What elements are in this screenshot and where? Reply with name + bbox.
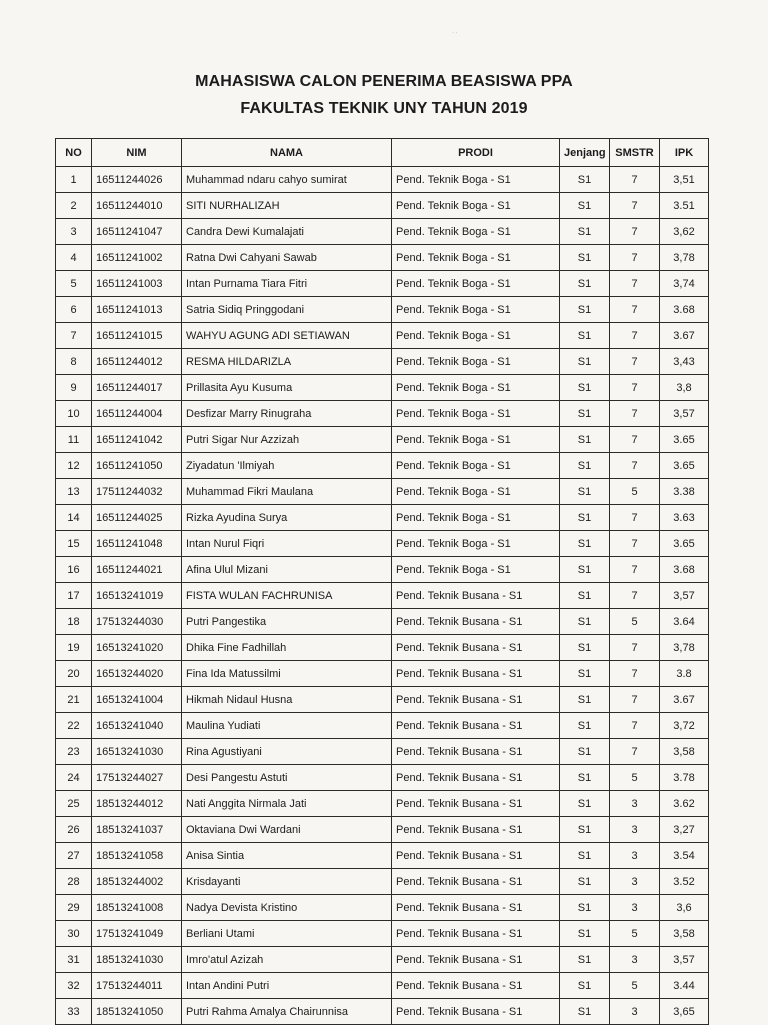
cell-ipk: 3,74 — [660, 271, 709, 297]
cell-ipk: 3,65 — [660, 999, 709, 1025]
cell-no: 17 — [56, 583, 92, 609]
header-no: NO — [56, 139, 92, 167]
table-row — [56, 323, 709, 349]
cell-ipk: 3,43 — [660, 349, 709, 375]
cell-no: 12 — [56, 453, 92, 479]
cell-no: 15 — [56, 531, 92, 557]
cell-jenjang: S1 — [560, 531, 610, 557]
cell-prodi: Pend. Teknik Busana - S1 — [392, 739, 560, 765]
cell-no: 27 — [56, 843, 92, 869]
cell-nim: 16511244012 — [92, 349, 182, 375]
cell-nama: RESMA HILDARIZLA — [182, 349, 392, 375]
header-ipk: IPK — [660, 139, 709, 167]
table-row — [56, 947, 709, 973]
cell-smstr: 7 — [610, 635, 660, 661]
cell-no: 19 — [56, 635, 92, 661]
cell-jenjang: S1 — [560, 869, 610, 895]
cell-nama: Muhammad Fikri Maulana — [182, 479, 392, 505]
table-row — [56, 505, 709, 531]
cell-ipk: 3,78 — [660, 245, 709, 271]
cell-prodi: Pend. Teknik Boga - S1 — [392, 375, 560, 401]
table-row — [56, 375, 709, 401]
cell-nim: 16511241048 — [92, 531, 182, 557]
cell-nim: 16513241004 — [92, 687, 182, 713]
cell-jenjang: S1 — [560, 583, 610, 609]
cell-no: 1 — [56, 167, 92, 193]
table-row — [56, 739, 709, 765]
cell-nama: Satria Sidiq Pringgodani — [182, 297, 392, 323]
cell-smstr: 3 — [610, 999, 660, 1025]
cell-nama: Putri Sigar Nur Azzizah — [182, 427, 392, 453]
cell-jenjang: S1 — [560, 479, 610, 505]
table-row — [56, 453, 709, 479]
cell-jenjang: S1 — [560, 427, 610, 453]
cell-smstr: 7 — [610, 271, 660, 297]
cell-no: 30 — [56, 921, 92, 947]
cell-prodi: Pend. Teknik Boga - S1 — [392, 479, 560, 505]
cell-ipk: 3.65 — [660, 531, 709, 557]
table-row — [56, 713, 709, 739]
cell-ipk: 3.67 — [660, 687, 709, 713]
cell-smstr: 5 — [610, 973, 660, 999]
cell-prodi: Pend. Teknik Busana - S1 — [392, 791, 560, 817]
cell-prodi: Pend. Teknik Busana - S1 — [392, 895, 560, 921]
cell-no: 2 — [56, 193, 92, 219]
cell-nim: 17513244030 — [92, 609, 182, 635]
cell-prodi: Pend. Teknik Busana - S1 — [392, 817, 560, 843]
cell-smstr: 7 — [610, 687, 660, 713]
cell-nim: 16513241020 — [92, 635, 182, 661]
cell-nim: 16511244025 — [92, 505, 182, 531]
cell-smstr: 5 — [610, 609, 660, 635]
cell-no: 18 — [56, 609, 92, 635]
cell-smstr: 7 — [610, 505, 660, 531]
cell-nim: 18513241037 — [92, 817, 182, 843]
cell-smstr: 7 — [610, 427, 660, 453]
cell-jenjang: S1 — [560, 271, 610, 297]
cell-ipk: 3,62 — [660, 219, 709, 245]
cell-no: 9 — [56, 375, 92, 401]
table-row — [56, 193, 709, 219]
cell-nama: Nati Anggita Nirmala Jati — [182, 791, 392, 817]
cell-prodi: Pend. Teknik Boga - S1 — [392, 167, 560, 193]
cell-jenjang: S1 — [560, 921, 610, 947]
cell-no: 22 — [56, 713, 92, 739]
cell-nama: Ratna Dwi Cahyani Sawab — [182, 245, 392, 271]
cell-jenjang: S1 — [560, 193, 610, 219]
cell-ipk: 3,57 — [660, 947, 709, 973]
table-row — [56, 635, 709, 661]
header-prodi: PRODI — [392, 139, 560, 167]
cell-no: 21 — [56, 687, 92, 713]
cell-nama: Afina Ulul Mizani — [182, 557, 392, 583]
cell-prodi: Pend. Teknik Boga - S1 — [392, 531, 560, 557]
cell-nama: Desfizar Marry Rinugraha — [182, 401, 392, 427]
cell-nim: 16511241013 — [92, 297, 182, 323]
cell-no: 16 — [56, 557, 92, 583]
cell-prodi: Pend. Teknik Busana - S1 — [392, 947, 560, 973]
cell-nim: 16511241003 — [92, 271, 182, 297]
cell-jenjang: S1 — [560, 973, 610, 999]
cell-nama: Intan Nurul Fiqri — [182, 531, 392, 557]
cell-prodi: Pend. Teknik Busana - S1 — [392, 635, 560, 661]
cell-smstr: 7 — [610, 583, 660, 609]
cell-no: 3 — [56, 219, 92, 245]
cell-nim: 16511244017 — [92, 375, 182, 401]
cell-prodi: Pend. Teknik Boga - S1 — [392, 401, 560, 427]
cell-ipk: 3.62 — [660, 791, 709, 817]
cell-jenjang: S1 — [560, 557, 610, 583]
cell-no: 23 — [56, 739, 92, 765]
table-row — [56, 765, 709, 791]
table-row — [56, 791, 709, 817]
cell-ipk: 3.65 — [660, 427, 709, 453]
table-row — [56, 921, 709, 947]
cell-jenjang: S1 — [560, 661, 610, 687]
cell-smstr: 3 — [610, 791, 660, 817]
cell-nim: 17511244032 — [92, 479, 182, 505]
cell-prodi: Pend. Teknik Boga - S1 — [392, 297, 560, 323]
scan-mark: · · — [452, 30, 458, 36]
table-row — [56, 583, 709, 609]
cell-ipk: 3.65 — [660, 453, 709, 479]
cell-jenjang: S1 — [560, 453, 610, 479]
table-row — [56, 973, 709, 999]
table-row — [56, 401, 709, 427]
cell-smstr: 7 — [610, 661, 660, 687]
cell-no: 14 — [56, 505, 92, 531]
cell-ipk: 3,72 — [660, 713, 709, 739]
cell-nama: Intan Purnama Tiara Fitri — [182, 271, 392, 297]
cell-nim: 16511244004 — [92, 401, 182, 427]
cell-nim: 16511241050 — [92, 453, 182, 479]
cell-smstr: 3 — [610, 869, 660, 895]
cell-ipk: 3,58 — [660, 739, 709, 765]
cell-smstr: 7 — [610, 219, 660, 245]
cell-jenjang: S1 — [560, 713, 610, 739]
header-smstr: SMSTR — [610, 139, 660, 167]
cell-nim: 18513241030 — [92, 947, 182, 973]
cell-prodi: Pend. Teknik Boga - S1 — [392, 219, 560, 245]
cell-no: 29 — [56, 895, 92, 921]
cell-jenjang: S1 — [560, 167, 610, 193]
cell-nama: Ziyadatun 'Ilmiyah — [182, 453, 392, 479]
cell-smstr: 7 — [610, 453, 660, 479]
cell-nim: 16511241047 — [92, 219, 182, 245]
cell-no: 4 — [56, 245, 92, 271]
cell-nama: Candra Dewi Kumalajati — [182, 219, 392, 245]
cell-nama: Prillasita Ayu Kusuma — [182, 375, 392, 401]
cell-ipk: 3.52 — [660, 869, 709, 895]
cell-nama: Muhammad ndaru cahyo sumirat — [182, 167, 392, 193]
cell-prodi: Pend. Teknik Boga - S1 — [392, 271, 560, 297]
cell-ipk: 3.54 — [660, 843, 709, 869]
header-nama: NAMA — [182, 139, 392, 167]
table-row — [56, 271, 709, 297]
cell-no: 7 — [56, 323, 92, 349]
cell-nim: 16511244010 — [92, 193, 182, 219]
table-row — [56, 869, 709, 895]
scholarship-candidates-table — [55, 138, 709, 1025]
header-row — [56, 139, 709, 167]
cell-jenjang: S1 — [560, 843, 610, 869]
cell-jenjang: S1 — [560, 791, 610, 817]
cell-no: 25 — [56, 791, 92, 817]
table-row — [56, 609, 709, 635]
cell-nama: Maulina Yudiati — [182, 713, 392, 739]
table-body — [56, 167, 709, 1025]
cell-nim: 16511241002 — [92, 245, 182, 271]
table-row — [56, 531, 709, 557]
cell-smstr: 7 — [610, 193, 660, 219]
cell-prodi: Pend. Teknik Boga - S1 — [392, 193, 560, 219]
table-row — [56, 427, 709, 453]
table-row — [56, 817, 709, 843]
cell-nama: Desi Pangestu Astuti — [182, 765, 392, 791]
cell-smstr: 7 — [610, 713, 660, 739]
title-line-1: MAHASISWA CALON PENERIMA BEASISWA PPA — [195, 73, 573, 90]
table-row — [56, 219, 709, 245]
cell-prodi: Pend. Teknik Boga - S1 — [392, 349, 560, 375]
cell-nim: 18513241058 — [92, 843, 182, 869]
cell-smstr: 7 — [610, 557, 660, 583]
title-line-2: FAKULTAS TEKNIK UNY TAHUN 2019 — [240, 100, 528, 117]
cell-jenjang: S1 — [560, 765, 610, 791]
table-row — [56, 479, 709, 505]
cell-smstr: 5 — [610, 921, 660, 947]
cell-ipk: 3.68 — [660, 557, 709, 583]
table-row — [56, 557, 709, 583]
cell-ipk: 3,27 — [660, 817, 709, 843]
cell-prodi: Pend. Teknik Boga - S1 — [392, 427, 560, 453]
cell-nama: Fina Ida Matussilmi — [182, 661, 392, 687]
cell-no: 31 — [56, 947, 92, 973]
cell-nim: 16511244026 — [92, 167, 182, 193]
cell-prodi: Pend. Teknik Busana - S1 — [392, 765, 560, 791]
cell-nama: Berliani Utami — [182, 921, 392, 947]
cell-nama: Anisa Sintia — [182, 843, 392, 869]
cell-ipk: 3,51 — [660, 167, 709, 193]
cell-prodi: Pend. Teknik Boga - S1 — [392, 323, 560, 349]
cell-jenjang: S1 — [560, 375, 610, 401]
document-title — [0, 68, 768, 122]
cell-no: 6 — [56, 297, 92, 323]
cell-nama: Rina Agustiyani — [182, 739, 392, 765]
cell-jenjang: S1 — [560, 609, 610, 635]
cell-smstr: 7 — [610, 245, 660, 271]
cell-nim: 18513244012 — [92, 791, 182, 817]
cell-ipk: 3,57 — [660, 583, 709, 609]
cell-no: 5 — [56, 271, 92, 297]
cell-ipk: 3,78 — [660, 635, 709, 661]
cell-nim: 16513241030 — [92, 739, 182, 765]
cell-jenjang: S1 — [560, 349, 610, 375]
cell-nim: 17513244027 — [92, 765, 182, 791]
cell-prodi: Pend. Teknik Busana - S1 — [392, 869, 560, 895]
cell-no: 24 — [56, 765, 92, 791]
cell-no: 28 — [56, 869, 92, 895]
cell-jenjang: S1 — [560, 739, 610, 765]
header-nim: NIM — [92, 139, 182, 167]
cell-jenjang: S1 — [560, 297, 610, 323]
cell-no: 26 — [56, 817, 92, 843]
cell-smstr: 5 — [610, 479, 660, 505]
table-row — [56, 245, 709, 271]
cell-nim: 16511244021 — [92, 557, 182, 583]
cell-nim: 16513244020 — [92, 661, 182, 687]
table-row — [56, 687, 709, 713]
cell-ipk: 3.44 — [660, 973, 709, 999]
cell-smstr: 7 — [610, 531, 660, 557]
cell-nama: SITI NURHALIZAH — [182, 193, 392, 219]
cell-jenjang: S1 — [560, 245, 610, 271]
cell-nama: Putri Pangestika — [182, 609, 392, 635]
cell-ipk: 3.51 — [660, 193, 709, 219]
cell-nama: Nadya Devista Kristino — [182, 895, 392, 921]
header-jenjang: Jenjang — [560, 139, 610, 167]
cell-jenjang: S1 — [560, 687, 610, 713]
cell-nama: Dhika Fine Fadhillah — [182, 635, 392, 661]
cell-no: 32 — [56, 973, 92, 999]
cell-smstr: 3 — [610, 947, 660, 973]
cell-jenjang: S1 — [560, 219, 610, 245]
cell-nama: Putri Rahma Amalya Chairunnisa — [182, 999, 392, 1025]
cell-smstr: 7 — [610, 297, 660, 323]
cell-smstr: 7 — [610, 739, 660, 765]
cell-nim: 17513244011 — [92, 973, 182, 999]
cell-nama: WAHYU AGUNG ADI SETIAWAN — [182, 323, 392, 349]
cell-ipk: 3,57 — [660, 401, 709, 427]
cell-nama: Rizka Ayudina Surya — [182, 505, 392, 531]
cell-jenjang: S1 — [560, 947, 610, 973]
cell-nama: Imro'atul Azizah — [182, 947, 392, 973]
cell-prodi: Pend. Teknik Busana - S1 — [392, 843, 560, 869]
cell-no: 8 — [56, 349, 92, 375]
cell-ipk: 3.64 — [660, 609, 709, 635]
cell-nim: 17513241049 — [92, 921, 182, 947]
cell-prodi: Pend. Teknik Busana - S1 — [392, 999, 560, 1025]
cell-prodi: Pend. Teknik Busana - S1 — [392, 583, 560, 609]
cell-smstr: 7 — [610, 401, 660, 427]
cell-ipk: 3.78 — [660, 765, 709, 791]
cell-prodi: Pend. Teknik Busana - S1 — [392, 921, 560, 947]
cell-prodi: Pend. Teknik Busana - S1 — [392, 973, 560, 999]
cell-prodi: Pend. Teknik Boga - S1 — [392, 557, 560, 583]
cell-no: 10 — [56, 401, 92, 427]
cell-jenjang: S1 — [560, 999, 610, 1025]
cell-smstr: 3 — [610, 817, 660, 843]
table-row — [56, 999, 709, 1025]
cell-smstr: 5 — [610, 765, 660, 791]
cell-nama: Krisdayanti — [182, 869, 392, 895]
cell-no: 11 — [56, 427, 92, 453]
cell-nim: 18513244002 — [92, 869, 182, 895]
cell-smstr: 7 — [610, 375, 660, 401]
cell-prodi: Pend. Teknik Busana - S1 — [392, 687, 560, 713]
cell-prodi: Pend. Teknik Busana - S1 — [392, 661, 560, 687]
cell-no: 33 — [56, 999, 92, 1025]
table-row — [56, 297, 709, 323]
cell-ipk: 3,8 — [660, 375, 709, 401]
table-row — [56, 843, 709, 869]
cell-prodi: Pend. Teknik Boga - S1 — [392, 505, 560, 531]
cell-ipk: 3.67 — [660, 323, 709, 349]
cell-nama: Hikmah Nidaul Husna — [182, 687, 392, 713]
cell-no: 13 — [56, 479, 92, 505]
cell-jenjang: S1 — [560, 401, 610, 427]
cell-ipk: 3.8 — [660, 661, 709, 687]
table-row — [56, 661, 709, 687]
cell-no: 20 — [56, 661, 92, 687]
cell-nama: Oktaviana Dwi Wardani — [182, 817, 392, 843]
cell-nama: FISTA WULAN FACHRUNISA — [182, 583, 392, 609]
cell-smstr: 3 — [610, 895, 660, 921]
table-row — [56, 349, 709, 375]
cell-ipk: 3.38 — [660, 479, 709, 505]
cell-smstr: 7 — [610, 323, 660, 349]
cell-nim: 16513241019 — [92, 583, 182, 609]
cell-nim: 16511241015 — [92, 323, 182, 349]
cell-ipk: 3,6 — [660, 895, 709, 921]
cell-prodi: Pend. Teknik Busana - S1 — [392, 713, 560, 739]
table-row — [56, 167, 709, 193]
cell-smstr: 3 — [610, 843, 660, 869]
cell-jenjang: S1 — [560, 817, 610, 843]
cell-smstr: 7 — [610, 167, 660, 193]
cell-ipk: 3.63 — [660, 505, 709, 531]
cell-prodi: Pend. Teknik Busana - S1 — [392, 609, 560, 635]
cell-ipk: 3.68 — [660, 297, 709, 323]
cell-ipk: 3,58 — [660, 921, 709, 947]
cell-jenjang: S1 — [560, 505, 610, 531]
table-row — [56, 895, 709, 921]
cell-smstr: 7 — [610, 349, 660, 375]
cell-nim: 16513241040 — [92, 713, 182, 739]
cell-prodi: Pend. Teknik Boga - S1 — [392, 245, 560, 271]
cell-jenjang: S1 — [560, 635, 610, 661]
cell-jenjang: S1 — [560, 895, 610, 921]
cell-nim: 16511241042 — [92, 427, 182, 453]
cell-prodi: Pend. Teknik Boga - S1 — [392, 453, 560, 479]
cell-jenjang: S1 — [560, 323, 610, 349]
cell-nama: Intan Andini Putri — [182, 973, 392, 999]
cell-nim: 18513241050 — [92, 999, 182, 1025]
cell-nim: 18513241008 — [92, 895, 182, 921]
